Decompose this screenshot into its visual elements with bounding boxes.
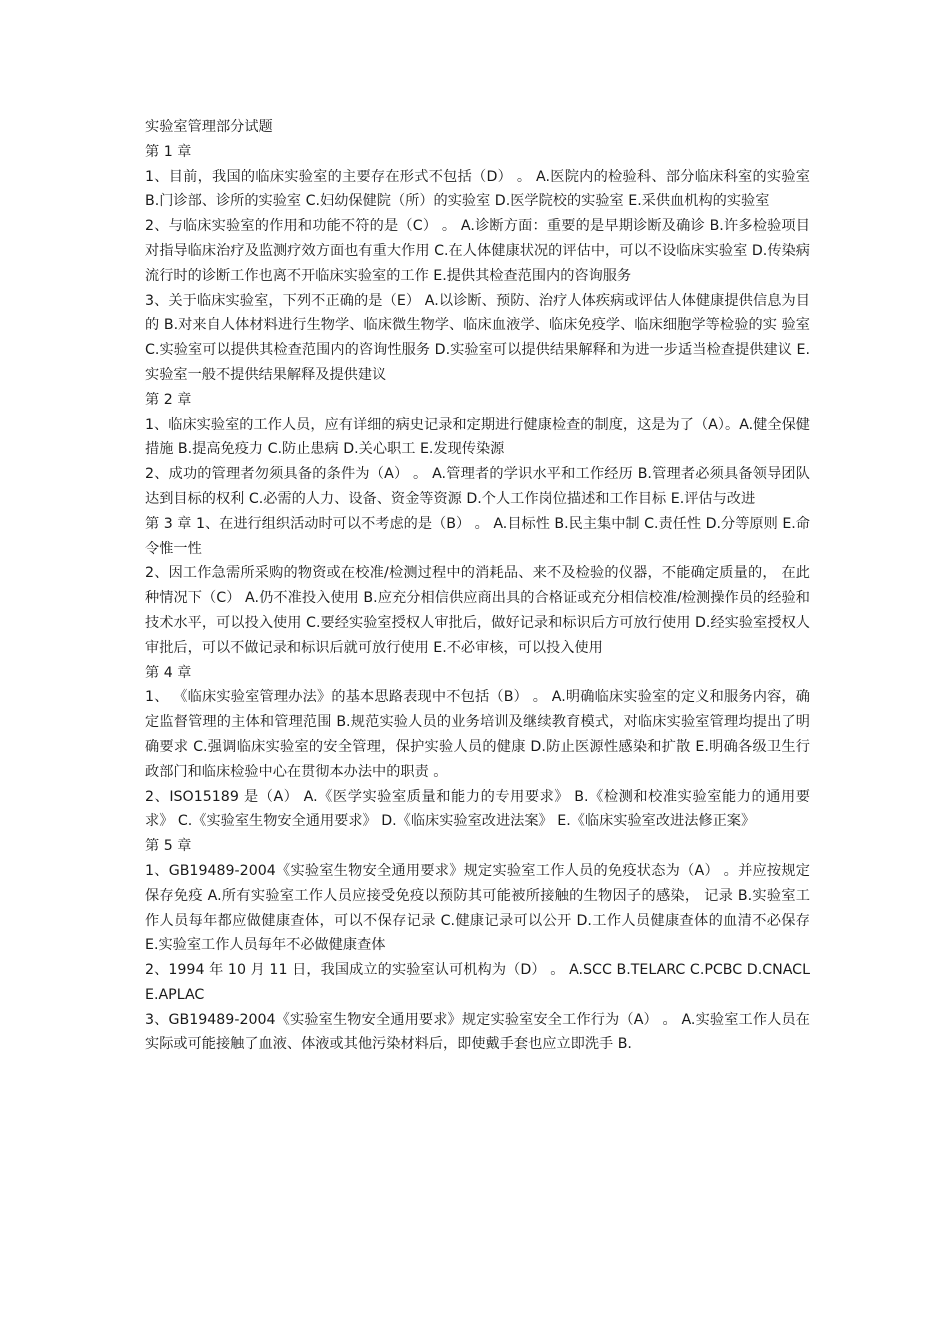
question-paragraph: 2、与临床实验室的作用和功能不符的是（C） 。 A.诊断方面：重要的是早期诊断及确诊 B.许多检验项目对指导临床治疗及监测疗效方面也有重大作用 C.在人体健康状况的评估中，可以不设临床实验室 D.传染病流行时的诊断工作也离不开临床实验室的工作 E.提供其检查范围内的咨询服务: [145, 218, 810, 284]
question-paragraph: 2、ISO15189 是（A） A.《医学实验室质量和能力的专用要求》 B.《检测和校准实验室能力的通用要求》 C.《实验室生物安全通用要求》 D.《临床实验室改进法案》 E.《临床实验室改进法修正案》: [145, 788, 810, 830]
document-title: 实验室管理部分试题: [145, 119, 273, 135]
chapter-heading: 第 5 章: [145, 838, 192, 855]
document-page: [145, 115, 810, 1057]
chapter-heading: 第 1 章: [145, 143, 192, 160]
question-paragraph: 2、1994 年 10 月 11 日，我国成立的实验室认可机构为（D） 。 A.SCC B.TELARC C.PCBC D.CNACL E.APLAC: [145, 962, 810, 1003]
question-paragraph: 2、成功的管理者勿须具备的条件为（A） 。 A.管理者的学识水平和工作经历 B.管理者必须具备领导团队达到目标的权利 C.必需的人力、设备、资金等资源 D.个人工作岗位描述和工作目标 E.评估与改进: [145, 466, 810, 507]
question-paragraph: 1、目前，我国的临床实验室的主要存在形式不包括（D） 。 A.医院内的检验科、部分临床科室的实验室 B.门诊部、诊所的实验室 C.妇幼保健院（所）的实验室 D.医学院校的实验室 E.采供血机构的实验室: [145, 168, 810, 210]
chapter-heading: 第 2 章: [145, 391, 192, 408]
question-paragraph: 1、临床实验室的工作人员，应有详细的病史记录和定期进行健康检查的制度，这是为了（A）。A.健全保健措施 B.提高免疫力 C.防止患病 D.关心职工 E.发现传染源: [145, 416, 810, 458]
question-paragraph: 第 3 章 1、在进行组织活动时可以不考虑的是（B） 。 A.目标性 B.民主集中制 C.责任性 D.分等原则 E.命令惟一性: [145, 515, 810, 557]
question-paragraph: 3、关于临床实验室，下列不正确的是（E） A.以诊断、预防、治疗人体疾病或评估人体健康提供信息为目的 B.对来自人体材料进行生物学、临床微生物学、临床血液学、临床免疫学、临床细胞学等检验的实 验室 C.实验室可以提供其检查范围内的咨询性服务 D.实验室可以提供结果解释和为进一步适当检查提供建议 E.实验室一般不提供结果解释及提供建议: [145, 292, 810, 383]
question-paragraph: 3、GB19489-2004《实验室生物安全通用要求》规定实验室安全工作行为（A） 。 A.实验室工作人员在实际或可能接触了血液、体液或其他污染材料后，即使戴手套也应立即洗手 B.: [145, 1011, 810, 1053]
question-paragraph: 2、因工作急需所采购的物资或在校准/检测过程中的消耗品、来不及检验的仪器，不能确定质量的， 在此种情况下（C） A.仍不准投入使用 B.应充分相信供应商出具的合格证或充分相信校准/检测操作员的经验和技术水平，可以投入使用 C.要经实验室授权人审批后，做好记录和标识后方可放行使用 D.经实验室授权人审批后，可以不做记录和标识后就可放行使用 E.不必审核，可以投入使用: [145, 565, 810, 656]
question-paragraph: 1、 《临床实验室管理办法》的基本思路表现中不包括（B） 。 A.明确临床实验室的定义和服务内容，确定监督管理的主体和管理范围 B.规范实验人员的业务培训及继续教育模式，对临床实验室管理均提出了明确要求 C.强调临床实验室的安全管理，保护实验人员的健康 D.防止医源性感染和扩散 E.明确各级卫生行政部门和临床检验中心在贯彻本办法中的职责 。: [145, 689, 810, 780]
question-paragraph: 1、GB19489-2004《实验室生物安全通用要求》规定实验室工作人员的免疫状态为（A） 。并应按规定保存免疫 A.所有实验室工作人员应接受免疫以预防其可能被所接触的生物因子的感染， 记录 B.实验室工作人员每年都应做健康查体，可以不保存记录 C.健康记录可以公开 D.工作人员健康查体的血清不必保存 E.实验室工作人员每年不必做健康查体: [145, 862, 810, 954]
chapter-heading: 第 4 章: [145, 664, 192, 681]
